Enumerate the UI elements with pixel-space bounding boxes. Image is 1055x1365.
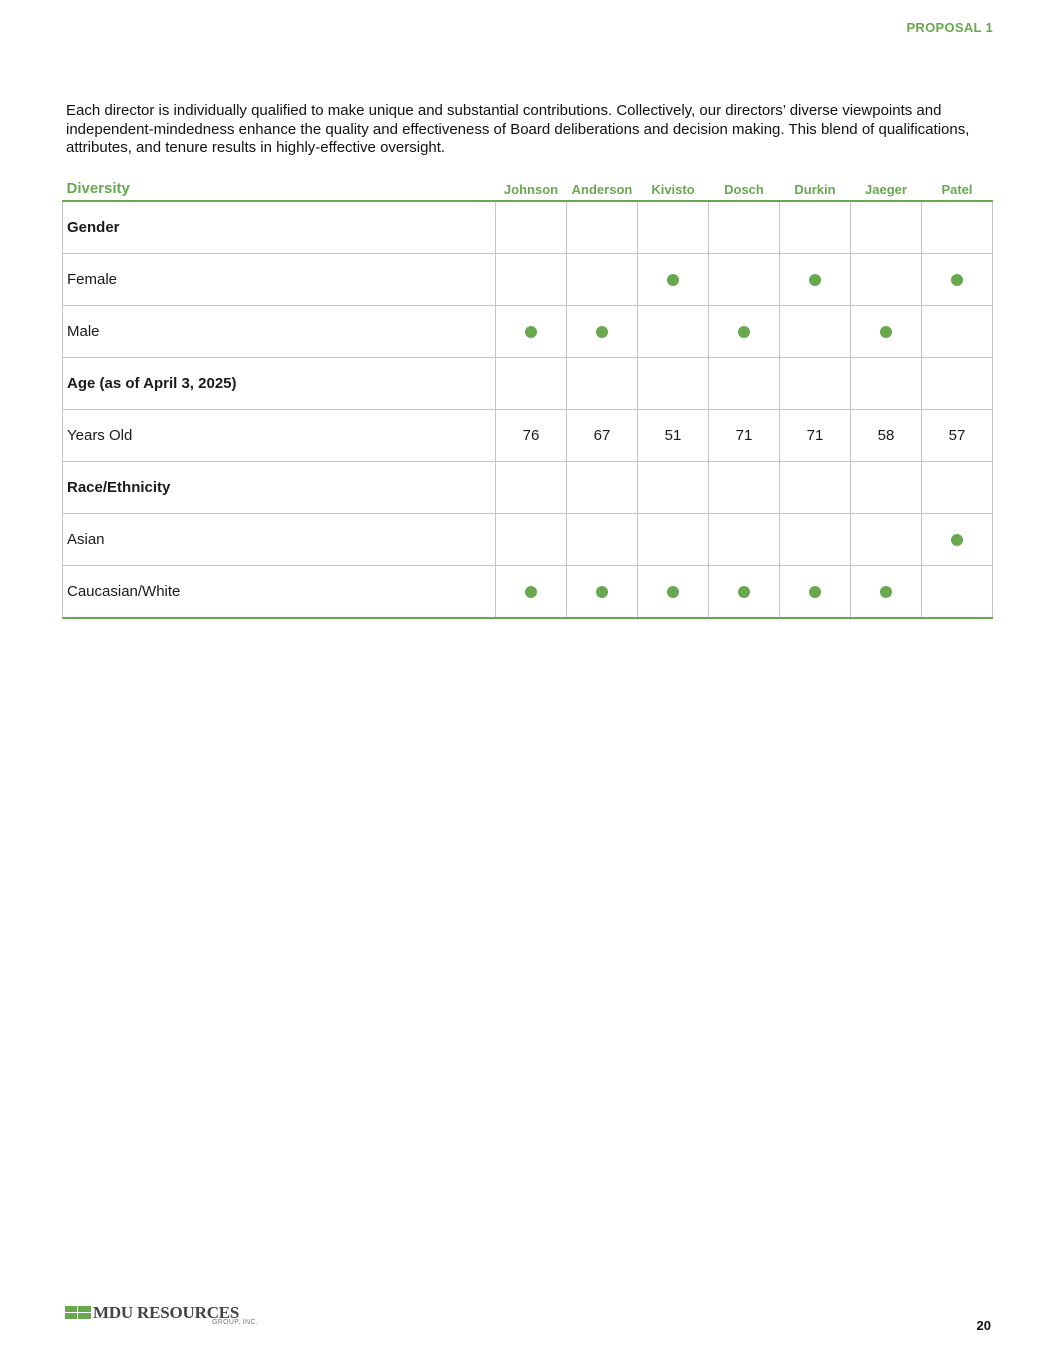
table-cell: 71 (709, 410, 780, 462)
table-cell (638, 462, 709, 514)
table-cell (496, 462, 567, 514)
row-label: Asian (63, 514, 496, 566)
table-row (63, 358, 993, 410)
table-cell (922, 462, 993, 514)
table-cell (638, 358, 709, 410)
row-group-label: Gender (63, 201, 496, 254)
filled-circle-icon (880, 326, 892, 338)
filled-circle-icon (525, 586, 537, 598)
table-row (63, 514, 993, 566)
table-cell: 67 (567, 410, 638, 462)
table-cell (567, 201, 638, 254)
table-cell (709, 254, 780, 306)
table-cell (709, 306, 780, 358)
table-cell: 58 (851, 410, 922, 462)
filled-circle-icon (951, 274, 963, 286)
table-cell: 71 (780, 410, 851, 462)
table-cell: 51 (638, 410, 709, 462)
table-row (63, 566, 993, 619)
table-cell (496, 254, 567, 306)
table-cell (922, 254, 993, 306)
table-cell (496, 306, 567, 358)
table-cell (496, 201, 567, 254)
diversity-table-container (62, 172, 993, 619)
table-cell (638, 201, 709, 254)
table-cell (496, 358, 567, 410)
table-cell (638, 514, 709, 566)
table-cell (780, 358, 851, 410)
director-header-dosch: Dosch (709, 172, 780, 201)
table-cell (567, 254, 638, 306)
table-row (63, 410, 993, 462)
table-row (63, 201, 993, 254)
table-cell: 76 (496, 410, 567, 462)
intro-paragraph: Each director is individually qualified to make unique and substantial contributions. Collectively, our directors’ diverse viewpoints and independent-mindedness enhance the quality and effectiveness of Board deliberations and decision making. This blend of qualifications, attributes, and tenure results in highly-effective oversight. (66, 102, 970, 156)
filled-circle-icon (738, 326, 750, 338)
table-cell (709, 462, 780, 514)
table-cell (567, 358, 638, 410)
table-cell (851, 306, 922, 358)
row-label: Male (63, 306, 496, 358)
row-label: Years Old (63, 410, 496, 462)
filled-circle-icon (809, 586, 821, 598)
table-cell (851, 514, 922, 566)
table-cell (496, 514, 567, 566)
row-label: Female (63, 254, 496, 306)
row-group-label: Age (as of April 3, 2025) (63, 358, 496, 410)
table-row (63, 306, 993, 358)
table-cell (780, 254, 851, 306)
table-cell (709, 201, 780, 254)
director-header-anderson: Anderson (567, 172, 638, 201)
table-cell (851, 201, 922, 254)
table-cell (922, 514, 993, 566)
table-cell (922, 358, 993, 410)
row-group-label: Race/Ethnicity (63, 462, 496, 514)
table-cell (709, 358, 780, 410)
director-header-johnson: Johnson (496, 172, 567, 201)
table-cell (922, 566, 993, 619)
table-cell (851, 358, 922, 410)
table-cell (780, 566, 851, 619)
filled-circle-icon (667, 274, 679, 286)
section-label: PROPOSAL 1 (906, 20, 993, 35)
table-cell (922, 306, 993, 358)
table-cell (567, 514, 638, 566)
filled-circle-icon (738, 586, 750, 598)
director-header-kivisto: Kivisto (638, 172, 709, 201)
filled-circle-icon (951, 534, 963, 546)
director-header-durkin: Durkin (780, 172, 851, 201)
filled-circle-icon (880, 586, 892, 598)
table-cell: 57 (922, 410, 993, 462)
table-cell (780, 514, 851, 566)
table-cell (638, 254, 709, 306)
table-cell (567, 462, 638, 514)
table-cell (851, 462, 922, 514)
table-cell (780, 306, 851, 358)
table-cell (709, 514, 780, 566)
table-row (63, 462, 993, 514)
filled-circle-icon (596, 326, 608, 338)
table-cell (638, 306, 709, 358)
table-title: Diversity (63, 172, 496, 201)
table-cell (496, 566, 567, 619)
table-header-row (63, 172, 993, 201)
table-cell (567, 306, 638, 358)
table-cell (851, 566, 922, 619)
filled-circle-icon (525, 326, 537, 338)
table-row (63, 254, 993, 306)
logo-mark-icon (65, 1306, 91, 1319)
diversity-table (62, 172, 993, 619)
filled-circle-icon (667, 586, 679, 598)
page-number: 20 (976, 1318, 991, 1333)
row-label: Caucasian/White (63, 566, 496, 619)
filled-circle-icon (596, 586, 608, 598)
company-logo (65, 1303, 258, 1330)
table-cell (638, 566, 709, 619)
director-header-jaeger: Jaeger (851, 172, 922, 201)
table-cell (780, 201, 851, 254)
table-cell (567, 566, 638, 619)
director-header-patel: Patel (922, 172, 993, 201)
logo-text: MDU RESOURCES (93, 1303, 240, 1322)
filled-circle-icon (809, 274, 821, 286)
table-body (63, 201, 993, 618)
table-cell (851, 254, 922, 306)
logo-subtext: GROUP, INC. (212, 1319, 258, 1326)
table-cell (780, 462, 851, 514)
table-cell (709, 566, 780, 619)
table-cell (922, 201, 993, 254)
